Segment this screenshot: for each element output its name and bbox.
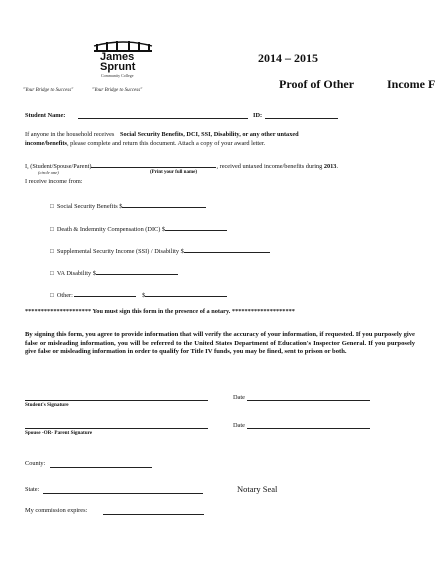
checkbox-dic[interactable]: □	[50, 226, 54, 233]
parent-date-label: Date	[233, 422, 245, 429]
intro-text-b: Social Security Benefits, DCI, SSI, Disability, or any other untaxed	[119, 131, 299, 138]
circle-one-note: (circle one)	[38, 170, 59, 175]
checkbox-ssi[interactable]: □	[50, 248, 54, 255]
option-dic	[50, 224, 227, 233]
declaration-prefix: I, (Student/Spouse/Parent)	[25, 163, 92, 170]
id-label: ID:	[253, 112, 263, 119]
state-field[interactable]	[43, 493, 203, 494]
intro-line-2	[25, 140, 265, 147]
student-date-label: Date	[233, 394, 245, 401]
college-name	[100, 52, 135, 72]
intro-text-c: income/benefits	[25, 140, 67, 147]
amount-field[interactable]	[122, 201, 206, 208]
college-name-line1: James	[100, 51, 135, 63]
checkbox-social-security[interactable]: □	[50, 203, 54, 210]
print-name-note: (Print your full name)	[150, 170, 197, 175]
option-va	[50, 268, 178, 277]
agreement-paragraph: By signing this form, you agree to provide information that will verify the accuracy of your information, if requested. If you purposely give false or misleading information, you will be referred to the United States Department of Education's Inspector General. If you purposely give false or misleading information in order to qualify for Title IV funds, you may be fined, sent to prison or both.	[25, 331, 415, 356]
college-logo	[92, 40, 154, 84]
commission-expires-label: My commission expires:	[25, 507, 88, 514]
county-field[interactable]	[50, 467, 152, 468]
declaration-year: 2013	[323, 163, 337, 170]
student-date-field[interactable]	[247, 400, 370, 401]
tagline-right: "Your Bridge to Success"	[92, 88, 143, 93]
notary-seal-label: Notary Seal	[237, 484, 278, 494]
declaration-line	[25, 161, 338, 170]
option-label: Social Security Benefits $	[56, 203, 123, 210]
option-label: Supplemental Security Income (SSI) / Disability $	[56, 248, 184, 255]
student-name-label: Student Name:	[25, 112, 66, 119]
id-field[interactable]	[265, 118, 338, 119]
state-label: State:	[25, 486, 40, 493]
option-label: Death & Indemnity Compensation (DIC) $	[56, 226, 166, 233]
declaration-period: .	[336, 163, 339, 170]
intro-line-1	[25, 131, 299, 138]
school-year: 2014 – 2015	[258, 51, 318, 65]
parent-signature-label: Spouse -OR- Parent Signature	[25, 430, 93, 436]
commission-expires-field[interactable]	[103, 514, 204, 515]
parent-date-field[interactable]	[247, 428, 370, 429]
notary-warning: ********************* You must sign this form in the presence of a notary. ********************	[25, 308, 295, 315]
college-subtitle: Community College	[101, 73, 134, 78]
student-name-field[interactable]	[78, 118, 248, 119]
option-label: VA Disability $	[56, 270, 96, 277]
declaration-suffix: , received untaxed income/benefits during	[216, 163, 323, 170]
checkbox-other[interactable]: □	[50, 292, 54, 299]
intro-text-d: , please complete and return this document. Attach a copy of your award letter.	[66, 140, 266, 147]
county-label: County:	[25, 460, 46, 467]
intro-text-a: If anyone in the household receives	[25, 131, 115, 138]
full-name-field[interactable]	[91, 161, 216, 168]
parent-signature-field[interactable]	[25, 428, 208, 429]
amount-field[interactable]	[145, 290, 227, 297]
tagline-left: "Your Bridge to Success"	[23, 88, 74, 93]
option-other	[50, 290, 227, 299]
option-ssi	[50, 246, 270, 255]
amount-field[interactable]	[184, 246, 270, 253]
form-title-cont: Income F	[387, 77, 436, 91]
amount-field[interactable]	[96, 268, 178, 275]
amount-field[interactable]	[165, 224, 227, 231]
option-social-security	[50, 201, 206, 210]
other-description-field[interactable]	[74, 290, 136, 297]
receive-income-label: I receive income from:	[25, 178, 83, 185]
college-name-line2: Sprunt	[100, 61, 136, 73]
student-signature-field[interactable]	[25, 400, 208, 401]
student-signature-label: Student's Signature	[25, 402, 69, 408]
option-currency: $	[142, 292, 146, 299]
form-title: Proof of Other	[279, 77, 355, 91]
option-label: Other:	[56, 292, 73, 299]
checkbox-va[interactable]: □	[50, 270, 54, 277]
